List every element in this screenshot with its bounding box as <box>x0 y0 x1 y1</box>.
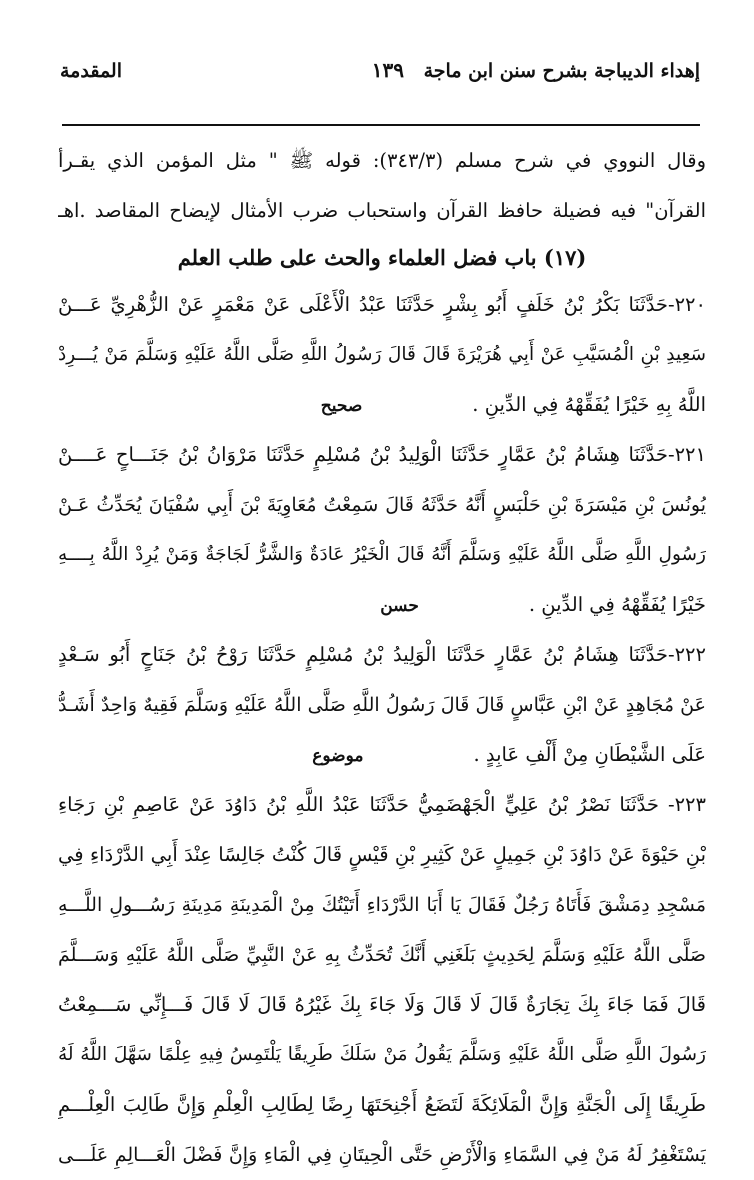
chapter-title: (١٧) باب فضل العلماء والحث على طلب العلم <box>177 245 587 270</box>
hadith-line <box>58 580 706 630</box>
hadith-line: ٢٢٠-حَدَّثَنَا بَكْرُ بْنُ خَلَفٍ أَبُو بِشْرٍ حَدَّثَنَا عَبْدُ الْأَعْلَى عَنْ مَعْمَرٍ عَنْ الزُّهْرِيِّ عَـــنْ <box>58 293 706 316</box>
hadith-grade: حسن <box>380 596 419 616</box>
hadith-grade: موضوع <box>312 746 364 766</box>
hadith-line: رَسُولَ اللَّهِ صَلَّى اللَّهُ عَلَيْهِ وَسَلَّمَ يَقُولُ مَنْ سَلَكَ طَرِيقًا يَلْتَمِسُ فِيهِ عِلْمًا سَهَّلَ اللَّهُ لَهُ <box>58 1044 706 1065</box>
hadith-line <box>58 730 706 780</box>
hadith-line: عَنْ مُجَاهِدٍ عَنْ ابْنِ عَبَّاسٍ قَالَ قَالَ رَسُولُ اللَّهِ صَلَّى اللَّهُ عَلَيْهِ وَسَلَّمَ فَقِيهٌ وَاحِدٌ أَشَـدُّ <box>58 694 706 716</box>
book-title: إهداء الديباجة بشرح سنن ابن ماجة <box>423 60 700 82</box>
header-divider <box>62 124 700 126</box>
hadith-grade: صحيح <box>320 396 363 416</box>
hadith-line: ٢٢٣- حَدَّثَنَا نَصْرُ بْنُ عَلِيٍّ الْجَهْضَمِيُّ حَدَّثَنَا عَبْدُ اللَّهِ بْنُ دَاوُدَ عَنْ عَاصِمِ بْنِ رَجَاءِ <box>58 793 706 816</box>
hadith-line: قَالَ فَمَا جَاءَ بِكَ تِجَارَةٌ قَالَ لَا قَالَ وَلَا جَاءَ بِكَ غَيْرُهُ قَالَ لَا قَالَ فَـــإِنِّي سَـــمِعْتُ <box>58 993 706 1016</box>
hadith-line: رَسُولِ اللَّهِ صَلَّى اللَّهُ عَلَيْهِ وَسَلَّمَ أَنَّهُ قَالَ الْخَيْرُ عَادَةٌ وَالشَّرُّ لَجَاجَةٌ وَمَنْ يُرِدْ اللَّهُ بِــــهِ <box>58 544 706 565</box>
hadith-line: ٢٢١-حَدَّثَنَا هِشَامُ بْنُ عَمَّارٍ حَدَّثَنَا الْوَلِيدُ بْنُ مُسْلِمٍ حَدَّثَنَا مَرْوَانُ بْنُ جَنَـــاحٍ عَــــنْ <box>58 443 706 466</box>
hadith-line: مَسْجِدِ دِمَشْقَ فَأَتَاهُ رَجُلٌ فَقَالَ يَا أَبَا الدَّرْدَاءِ أَتَيْتُكَ مِنْ الْمَدِينَةِ مَدِينَةِ رَسُـــولِ اللَّـــهِ <box>58 894 706 916</box>
hadith-line: يُونُسَ بْنِ مَيْسَرَةَ بْنِ حَلْبَسٍ أَنَّهُ حَدَّثَهُ قَالَ سَمِعْتُ مُعَاوِيَةَ بْنَ أَبِي سُفْيَانَ يُحَدِّثُ عَـنْ <box>58 494 706 516</box>
intro-line: وقال النووي في شرح مسلم (٣٤٣/٣): قوله ﷺ " مثل المؤمن الذي يقـرأ <box>58 149 706 172</box>
hadith-line-text: اللَّهُ بِهِ خَيْرًا يُفَقِّهْهُ فِي الدِّينِ . <box>472 393 706 416</box>
hadith-line: طَرِيقًا إِلَى الْجَنَّةِ وَإِنَّ الْمَلَائِكَةَ لَتَضَعُ أَجْنِحَتَهَا رِضًا لِطَالِبِ الْعِلْمِ وَإِنَّ طَالِبَ الْعِلْـــمِ <box>58 1093 706 1116</box>
hadith-line: سَعِيدِ بْنِ الْمُسَيَّبِ عَنْ أَبِي هُرَيْرَةَ قَالَ قَالَ رَسُولُ اللَّهِ صَلَّى اللَّهُ عَلَيْهِ وَسَلَّمَ مَنْ يُـــرِدْ <box>58 344 706 365</box>
hadith-line <box>58 380 706 430</box>
hadith-line: صَلَّى اللَّهُ عَلَيْهِ وَسَلَّمَ لِحَدِيثٍ بَلَغَنِي أَنَّكَ تُحَدِّثُ بِهِ عَنْ النَّبِيِّ صَلَّى اللَّهُ عَلَيْهِ وَسَـــلَّمَ <box>58 944 706 966</box>
page-body <box>58 136 706 1180</box>
page-header <box>60 56 700 96</box>
page-number: ١٣٩ <box>371 58 404 82</box>
intro-line: القرآن" فيه فضيلة حافظ القرآن واستحباب ضرب الأمثال لإيضاح المقاصد .اهـ <box>58 199 706 222</box>
section-name: المقدمة <box>60 60 123 82</box>
hadith-line: ٢٢٢-حَدَّثَنَا هِشَامُ بْنُ عَمَّارٍ حَدَّثَنَا الْوَلِيدُ بْنُ مُسْلِمٍ حَدَّثَنَا رَوْحُ بْنُ جَنَاحٍ أَبُو سَـعْدٍ <box>58 643 706 666</box>
hadith-line-text: خَيْرًا يُفَقِّهْهُ فِي الدِّينِ . <box>528 593 706 616</box>
hadith-line: يَسْتَغْفِرُ لَهُ مَنْ فِي السَّمَاءِ وَالْأَرْضِ حَتَّى الْحِيتَانِ فِي الْمَاءِ وَإِنَّ فَضْلَ الْعَـــالِمِ عَلَـــى <box>58 1144 706 1166</box>
hadith-line-text: عَلَى الشَّيْطَانِ مِنْ أَلْفِ عَابِدٍ . <box>473 743 706 766</box>
hadith-line: بْنِ حَيْوَةَ عَنْ دَاوُدَ بْنِ جَمِيلٍ عَنْ كَثِيرِ بْنِ قَيْسٍ قَالَ كُنْتُ جَالِسًا عِنْدَ أَبِي الدَّرْدَاءِ فِي <box>58 843 706 866</box>
